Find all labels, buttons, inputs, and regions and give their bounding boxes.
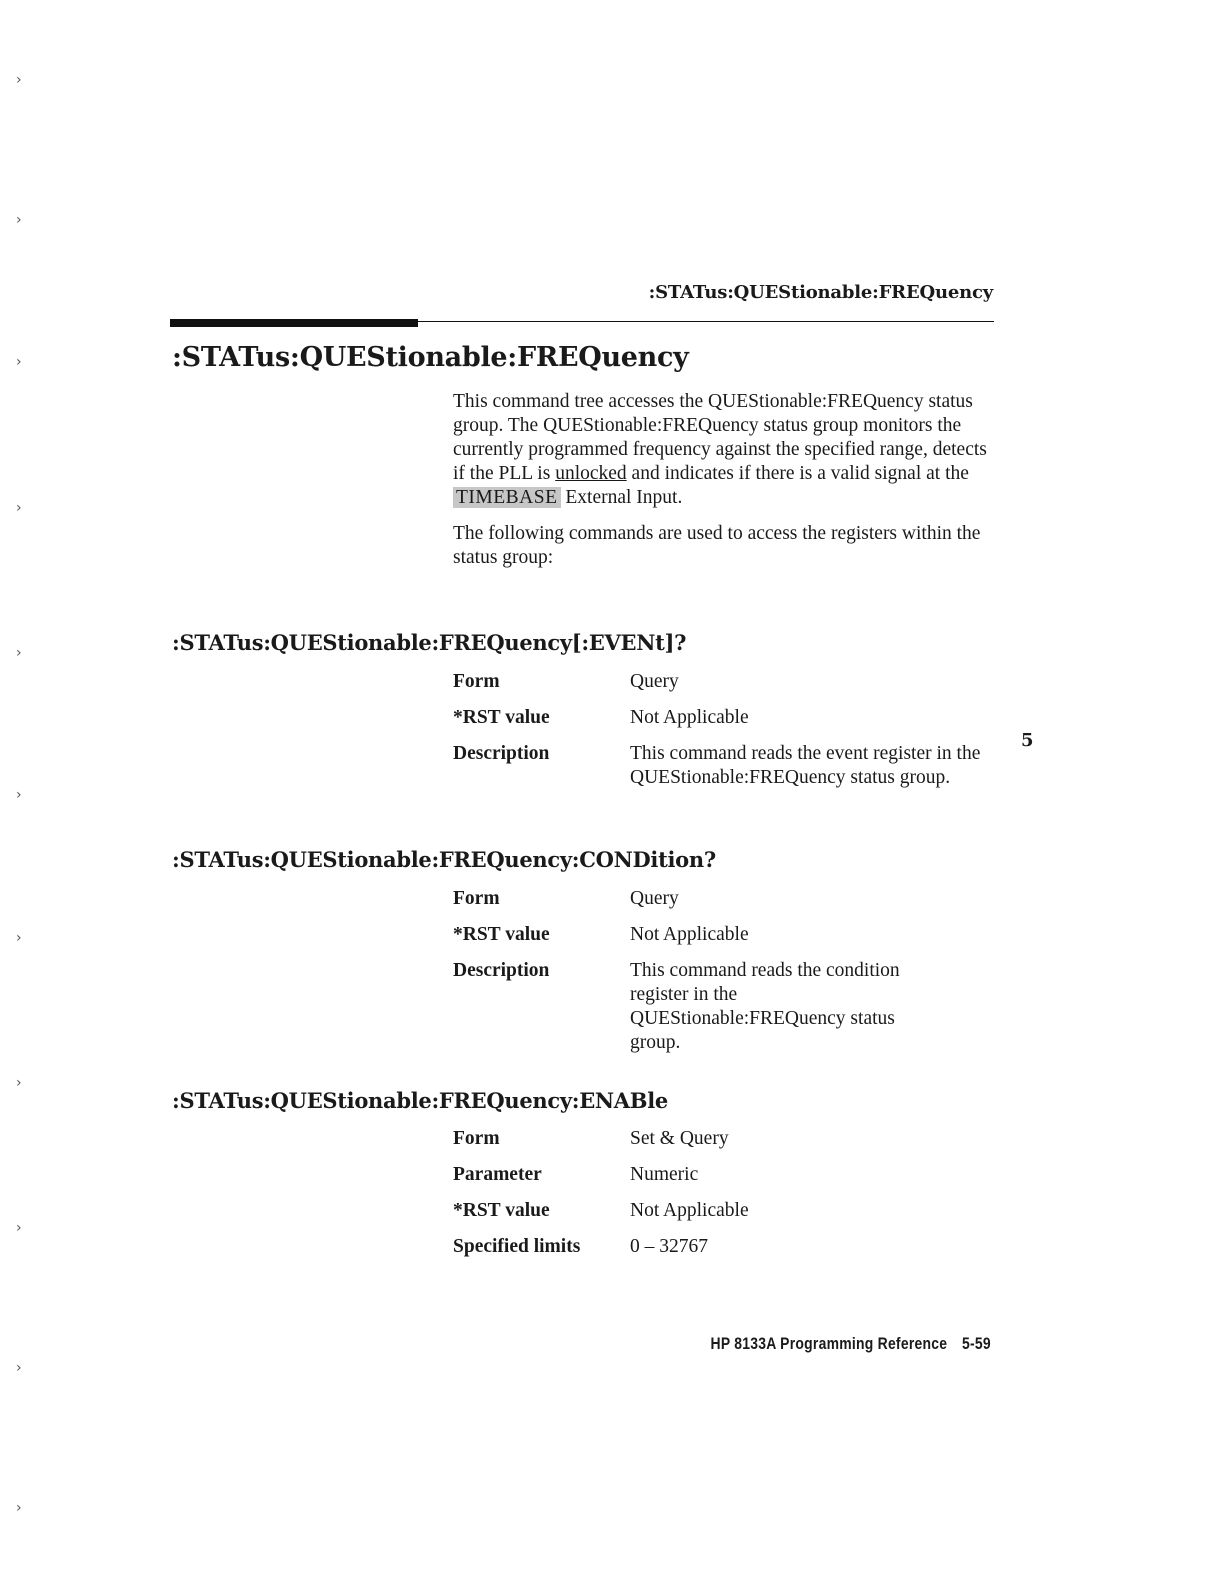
row-value: This command reads the condition register in the QUEStionable:FREQuency status group.	[630, 960, 900, 1053]
row-value: Set & Query	[630, 1128, 729, 1149]
table-row	[453, 1127, 1013, 1151]
command-table-condition	[453, 887, 1013, 1067]
binder-mark: ›	[16, 930, 22, 946]
row-value: Not Applicable	[630, 1200, 749, 1221]
command-table-event	[453, 670, 1013, 802]
binder-mark: ›	[16, 1075, 22, 1091]
binder-mark: ›	[16, 1500, 22, 1516]
row-value: Not Applicable	[630, 924, 749, 945]
table-row	[453, 959, 1013, 1055]
binder-mark: ›	[16, 1360, 22, 1376]
intro-text	[453, 390, 993, 582]
row-value: 0 – 32767	[630, 1236, 708, 1257]
command-heading-condition: :STATus:QUEStionable:FREQuency:CONDition?	[172, 847, 716, 872]
timebase-key-label: TIMEBASE	[453, 487, 561, 508]
binder-mark: ›	[16, 645, 22, 661]
row-value: Query	[630, 888, 679, 909]
binder-mark: ›	[16, 500, 22, 516]
row-label: Form	[453, 671, 500, 692]
row-value: Not Applicable	[630, 707, 749, 728]
intro-text-part: and indicates if there is a valid signal at the	[626, 463, 969, 484]
binder-mark: ›	[16, 354, 22, 370]
command-heading-enable: :STATus:QUEStionable:FREQuency:ENABle	[172, 1088, 668, 1113]
binder-mark: ›	[16, 72, 22, 88]
table-row	[453, 1199, 1013, 1223]
binder-mark: ›	[16, 212, 22, 228]
row-label: *RST value	[453, 707, 550, 728]
intro-paragraph	[453, 390, 993, 510]
intro-text-part: External Input.	[560, 487, 683, 508]
table-row	[453, 706, 1013, 730]
page-footer	[711, 1334, 991, 1354]
row-label: *RST value	[453, 1200, 550, 1221]
row-label: Description	[453, 743, 550, 764]
row-label: Form	[453, 1128, 500, 1149]
footer-doc-title: HP 8133A Programming Reference	[710, 1334, 948, 1353]
row-value: Numeric	[630, 1164, 699, 1185]
row-label: Form	[453, 888, 500, 909]
table-row	[453, 887, 1013, 911]
page-title: :STATus:QUEStionable:FREQuency	[172, 342, 689, 373]
command-heading-event: :STATus:QUEStionable:FREQuency[:EVENt]?	[172, 630, 687, 655]
table-row	[453, 1163, 1013, 1187]
table-row	[453, 923, 1013, 947]
command-table-enable	[453, 1127, 1013, 1271]
row-value: This command reads the event register in the QUEStionable:FREQuency status group.	[630, 743, 981, 788]
row-value: Query	[630, 671, 679, 692]
intro-text-part: This command tree accesses the QUEStionable:FREQuency status group. The QUEStionable:FREQuency status group monitors the currently programmed frequency against the specified range, detects if the PLL is	[453, 391, 987, 484]
row-label: *RST value	[453, 924, 550, 945]
binder-mark: ›	[16, 787, 22, 803]
running-header: :STATus:QUEStionable:FREQuency	[648, 282, 993, 303]
header-rule-bar	[170, 319, 418, 327]
row-label: Parameter	[453, 1164, 542, 1185]
footer-page-number: 5-59	[962, 1334, 991, 1353]
table-row	[453, 670, 1013, 694]
underlined-word: unlocked	[555, 463, 627, 484]
chapter-tab-number: 5	[1021, 730, 1034, 751]
row-label: Specified limits	[453, 1236, 581, 1257]
row-label: Description	[453, 960, 550, 981]
table-row	[453, 1235, 1013, 1259]
intro-paragraph: The following commands are used to access the registers within the status group:	[453, 523, 981, 568]
binder-mark: ›	[16, 1220, 22, 1236]
table-row	[453, 742, 1013, 790]
